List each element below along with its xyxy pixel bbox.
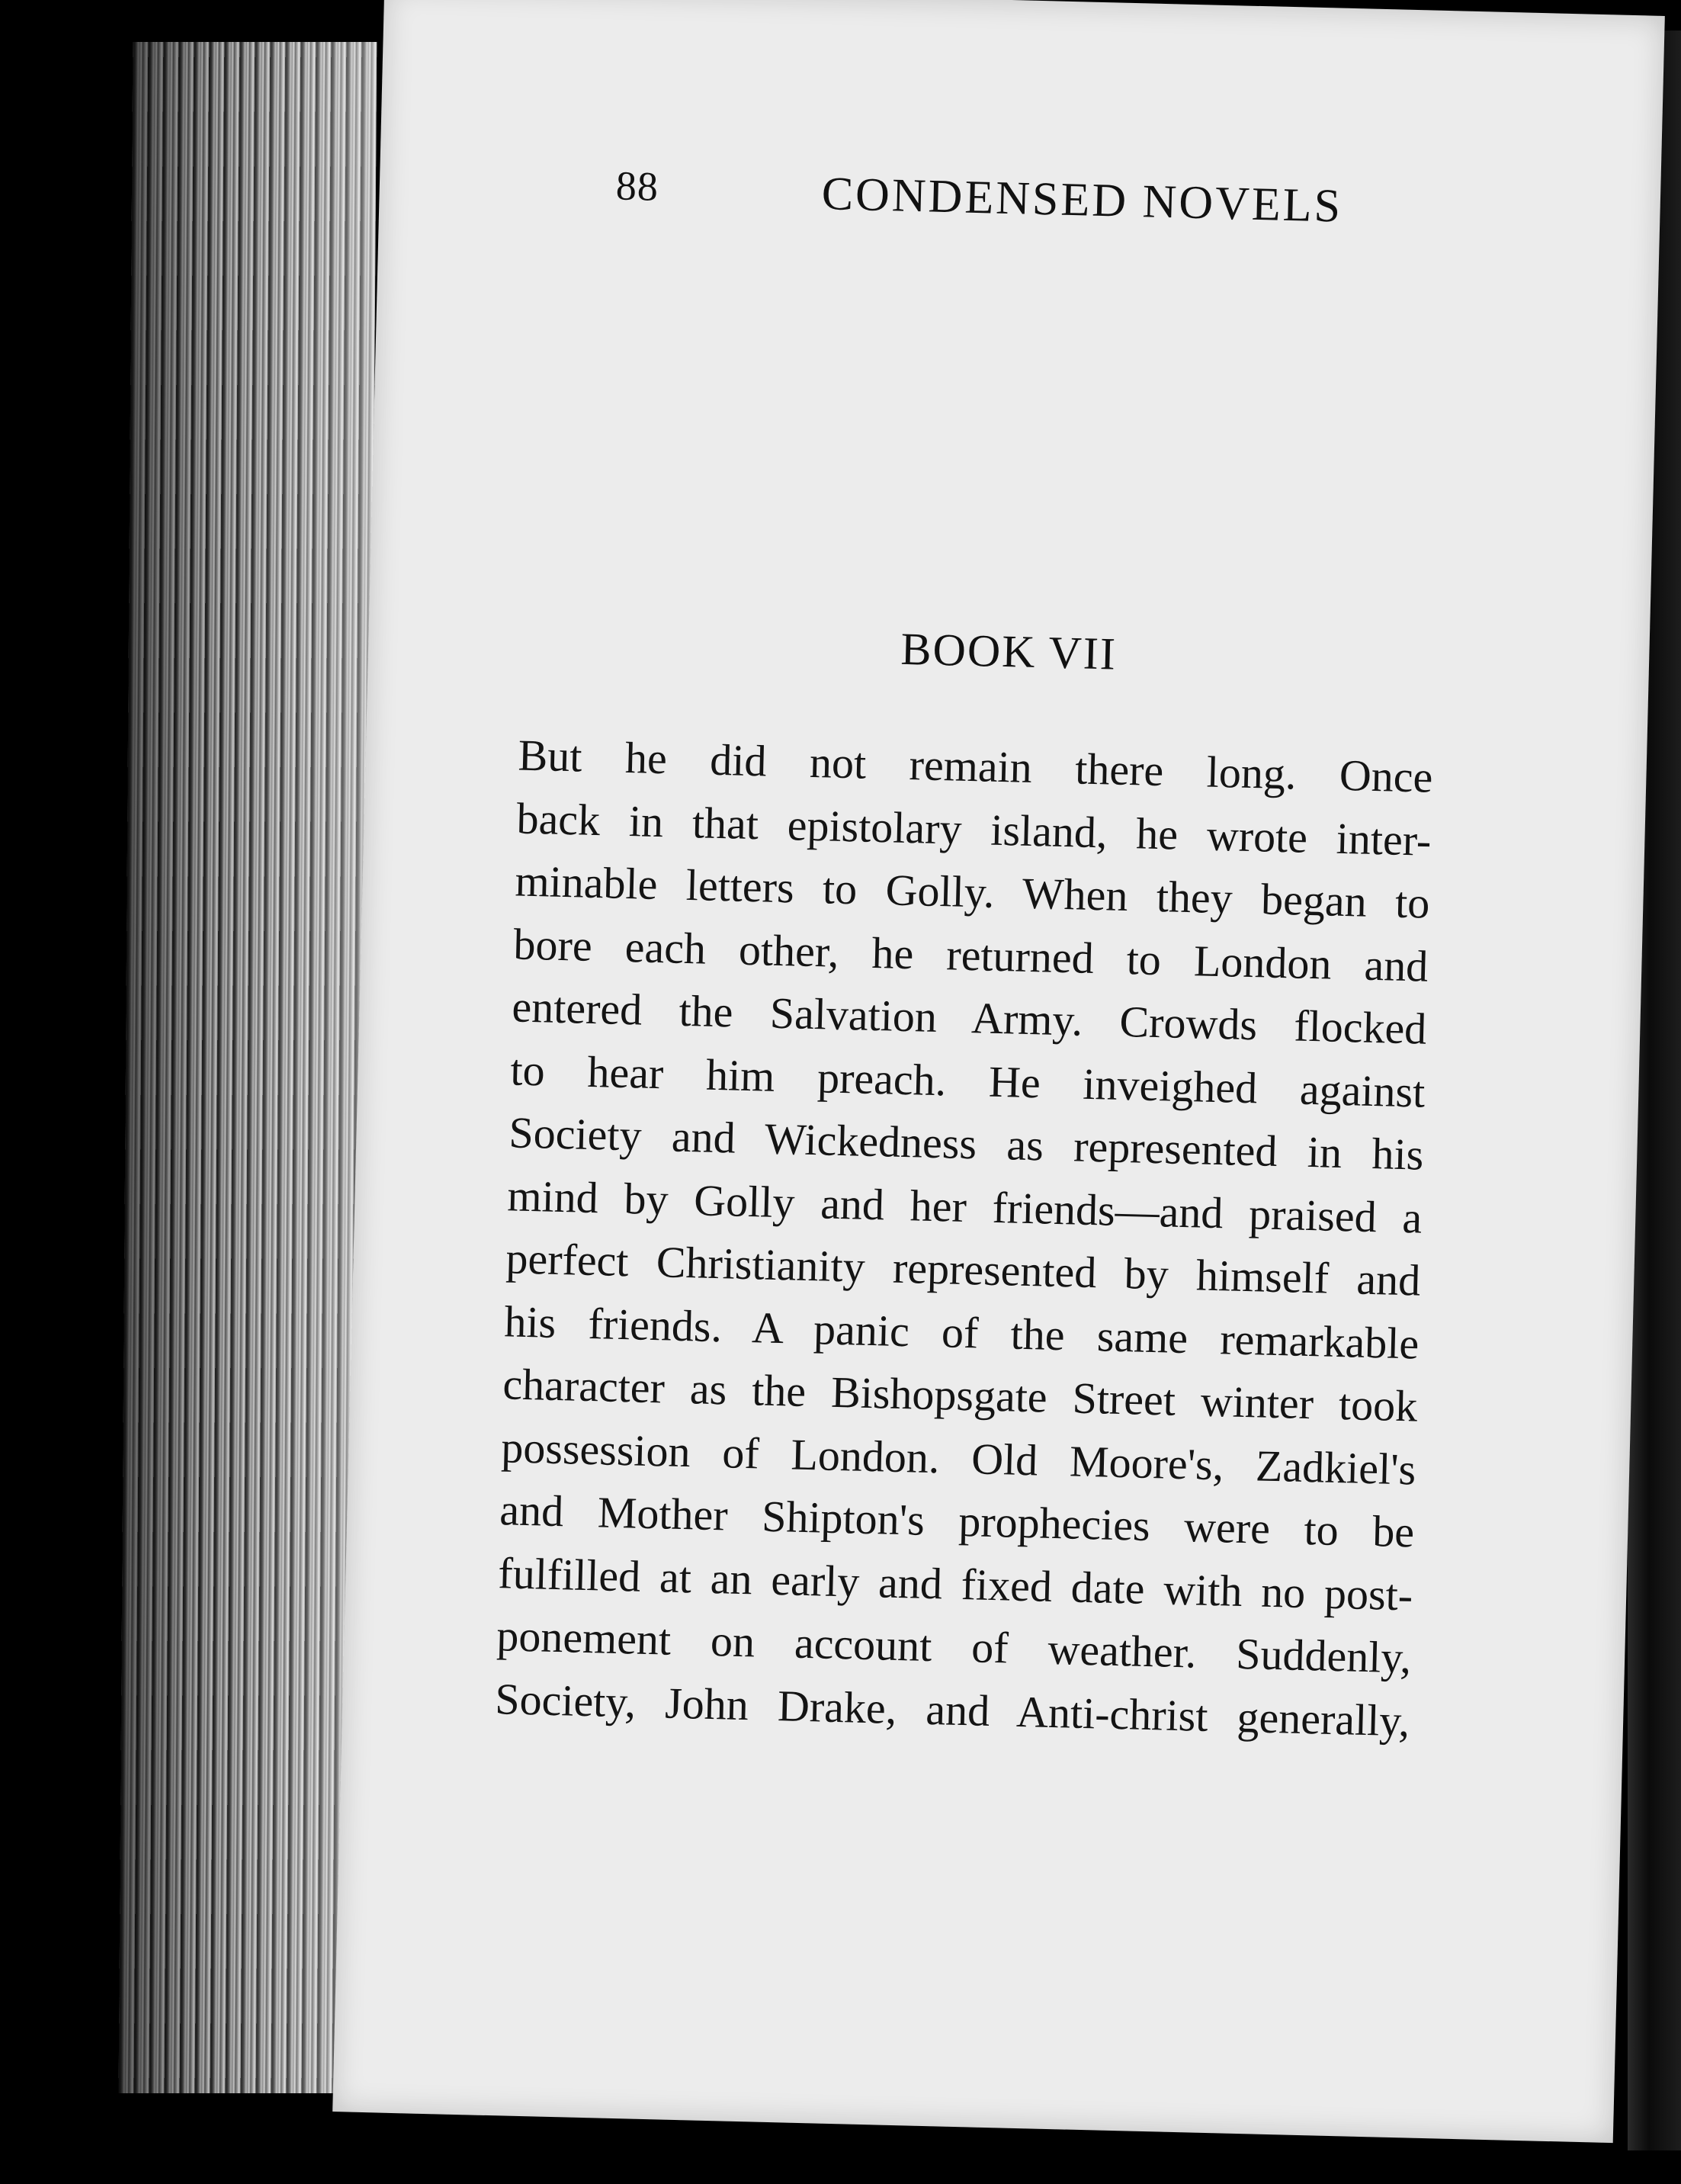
text-line: bore each other, he returned to London and (512, 918, 1429, 991)
text-line: possession of London. Old Moore's, Zadkiel's (500, 1421, 1416, 1495)
text-line: and Mother Shipton's prophecies were to be (499, 1485, 1415, 1557)
text-line: entered the Salvation Army. Crowds flocked (511, 981, 1428, 1054)
text-line: fulfilled at an early and fixed date with no post- (497, 1547, 1413, 1620)
running-title: CONDENSED NOVELS (820, 167, 1343, 233)
text-line: But he did not remain there long. Once (517, 730, 1434, 802)
text-line: minable letters to Golly. When they began to (514, 856, 1431, 928)
text-line: Society, John Drake, and Anti-christ generally, (494, 1673, 1410, 1746)
text-line: back in that epistolary island, he wrote inter- (515, 792, 1432, 866)
text-line: his friends. A panic of the same remarkable (503, 1296, 1420, 1369)
page-header (615, 162, 1486, 252)
text-line: to hear him preach. He inveighed against (509, 1044, 1426, 1117)
book-page-edges (119, 42, 377, 2093)
text-line: ponement on account of weather. Suddenly, (496, 1611, 1412, 1683)
page-number: 88 (615, 162, 659, 210)
text-line: character as the Bishopsgate Street winter took (502, 1359, 1418, 1431)
book-page (332, 0, 1665, 2143)
body-text (494, 724, 1433, 1752)
text-line: mind by Golly and her friends—and praised a (506, 1170, 1423, 1243)
text-line: perfect Christianity represented by himself and (505, 1233, 1422, 1306)
chapter-heading: BOOK VII (900, 623, 1118, 679)
text-line: Society and Wickedness as represented in his (508, 1107, 1425, 1180)
